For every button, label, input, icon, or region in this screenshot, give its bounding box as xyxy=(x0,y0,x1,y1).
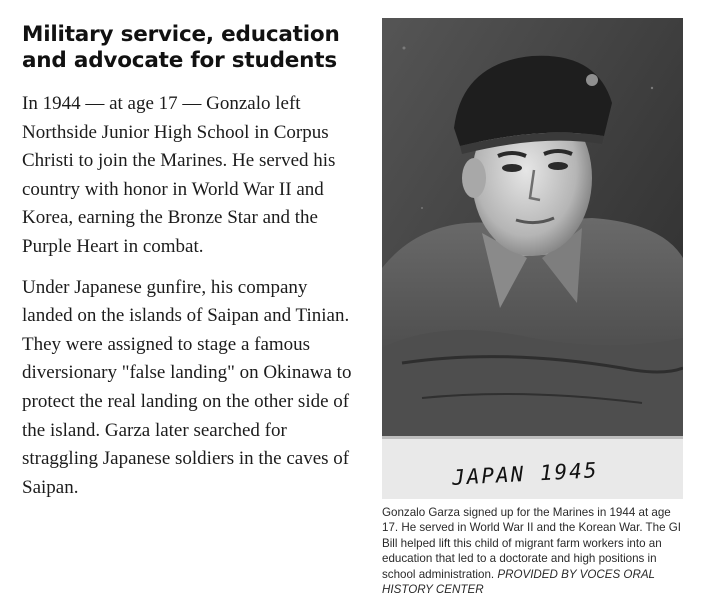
article-body xyxy=(22,22,362,514)
section-headline: Military service, education and advocate for students xyxy=(22,22,340,73)
caption-text: Gonzalo Garza signed up for the Marines in 1944 at age 17. He served in World War II and the Korean War. The GI Bill helped lift this child of migrant farm workers into an education that led to a doctorate and high positions in school administration. xyxy=(382,506,681,581)
article-paragraph-2: Under Japanese gunfire, his company landed on the islands of Saipan and Tinian. They were assigned to stage a famous diversionary "false landing" on Okinawa to protect the real landing on the other side of the island. Garza later searched for straggling Japanese soldiers in the caves of Saipan. xyxy=(22,276,352,498)
photo-credit: PROVIDED BY VOCES ORAL HISTORY CENTER xyxy=(382,567,655,597)
photo-inscription: JAPAN 1945 xyxy=(451,458,599,490)
article-paragraph-1: In 1944 — at age 17 — Gonzalo left Northside Junior High School in Corpus Christi to join the Marines. He served his country with honor in World War II and Korea, earning the Bronze Star and the Purple Heart in combat. xyxy=(22,93,336,257)
photo-figure xyxy=(382,18,683,597)
portrait-illustration xyxy=(382,18,683,499)
portrait-photo xyxy=(382,18,683,499)
photo-caption xyxy=(382,505,683,597)
